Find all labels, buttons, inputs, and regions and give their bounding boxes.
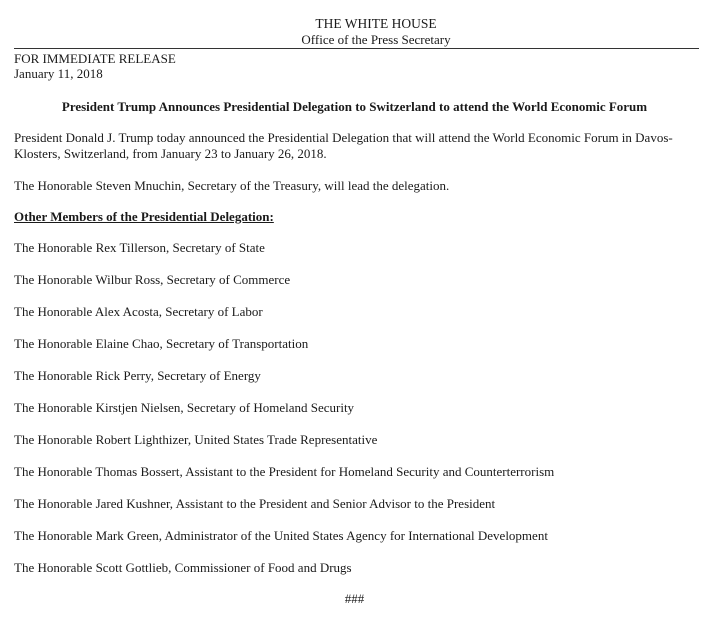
header-divider — [14, 48, 699, 49]
delegation-member: The Honorable Scott Gottlieb, Commissioner of Food and Drugs — [14, 560, 352, 575]
intro-paragraph: President Donald J. Trump today announced the Presidential Delegation that will attend the World Economic Forum in Davos-Klosters, Switzerland, from January 23 to January 26, 2018. — [14, 130, 673, 161]
organization-name: THE WHITE HOUSE — [315, 16, 437, 31]
release-date: January 11, 2018 — [14, 66, 103, 81]
delegation-member: The Honorable Jared Kushner, Assistant to the President and Senior Advisor to the President — [14, 496, 496, 511]
delegation-member: The Honorable Alex Acosta, Secretary of Labor — [14, 304, 263, 319]
delegation-member: The Honorable Robert Lighthizer, United States Trade Representative — [14, 432, 378, 447]
letterhead — [296, 0, 456, 48]
headline: President Trump Announces Presidential Delegation to Switzerland to attend the World Economic Forum — [61, 99, 648, 114]
delegation-member: The Honorable Kirstjen Nielsen, Secretary of Homeland Security — [14, 400, 355, 415]
delegation-member: The Honorable Elaine Chao, Secretary of Transportation — [14, 336, 309, 351]
release-info — [14, 51, 176, 81]
delegation-member: The Honorable Rick Perry, Secretary of Energy — [14, 368, 261, 383]
end-mark: ### — [344, 591, 365, 606]
delegation-member: The Honorable Mark Green, Administrator of the United States Agency for International Development — [14, 528, 548, 543]
release-label: FOR IMMEDIATE RELEASE — [14, 51, 176, 66]
delegation-member: The Honorable Thomas Bossert, Assistant to the President for Homeland Security and Counterterrorism — [14, 464, 555, 479]
delegation-member: The Honorable Rex Tillerson, Secretary of State — [14, 240, 265, 255]
office-name: Office of the Press Secretary — [301, 32, 451, 47]
delegation-member: The Honorable Wilbur Ross, Secretary of Commerce — [14, 272, 291, 287]
members-heading: Other Members of the Presidential Delegation: — [14, 209, 274, 224]
lead-paragraph: The Honorable Steven Mnuchin, Secretary of the Treasury, will lead the delegation. — [14, 178, 450, 193]
